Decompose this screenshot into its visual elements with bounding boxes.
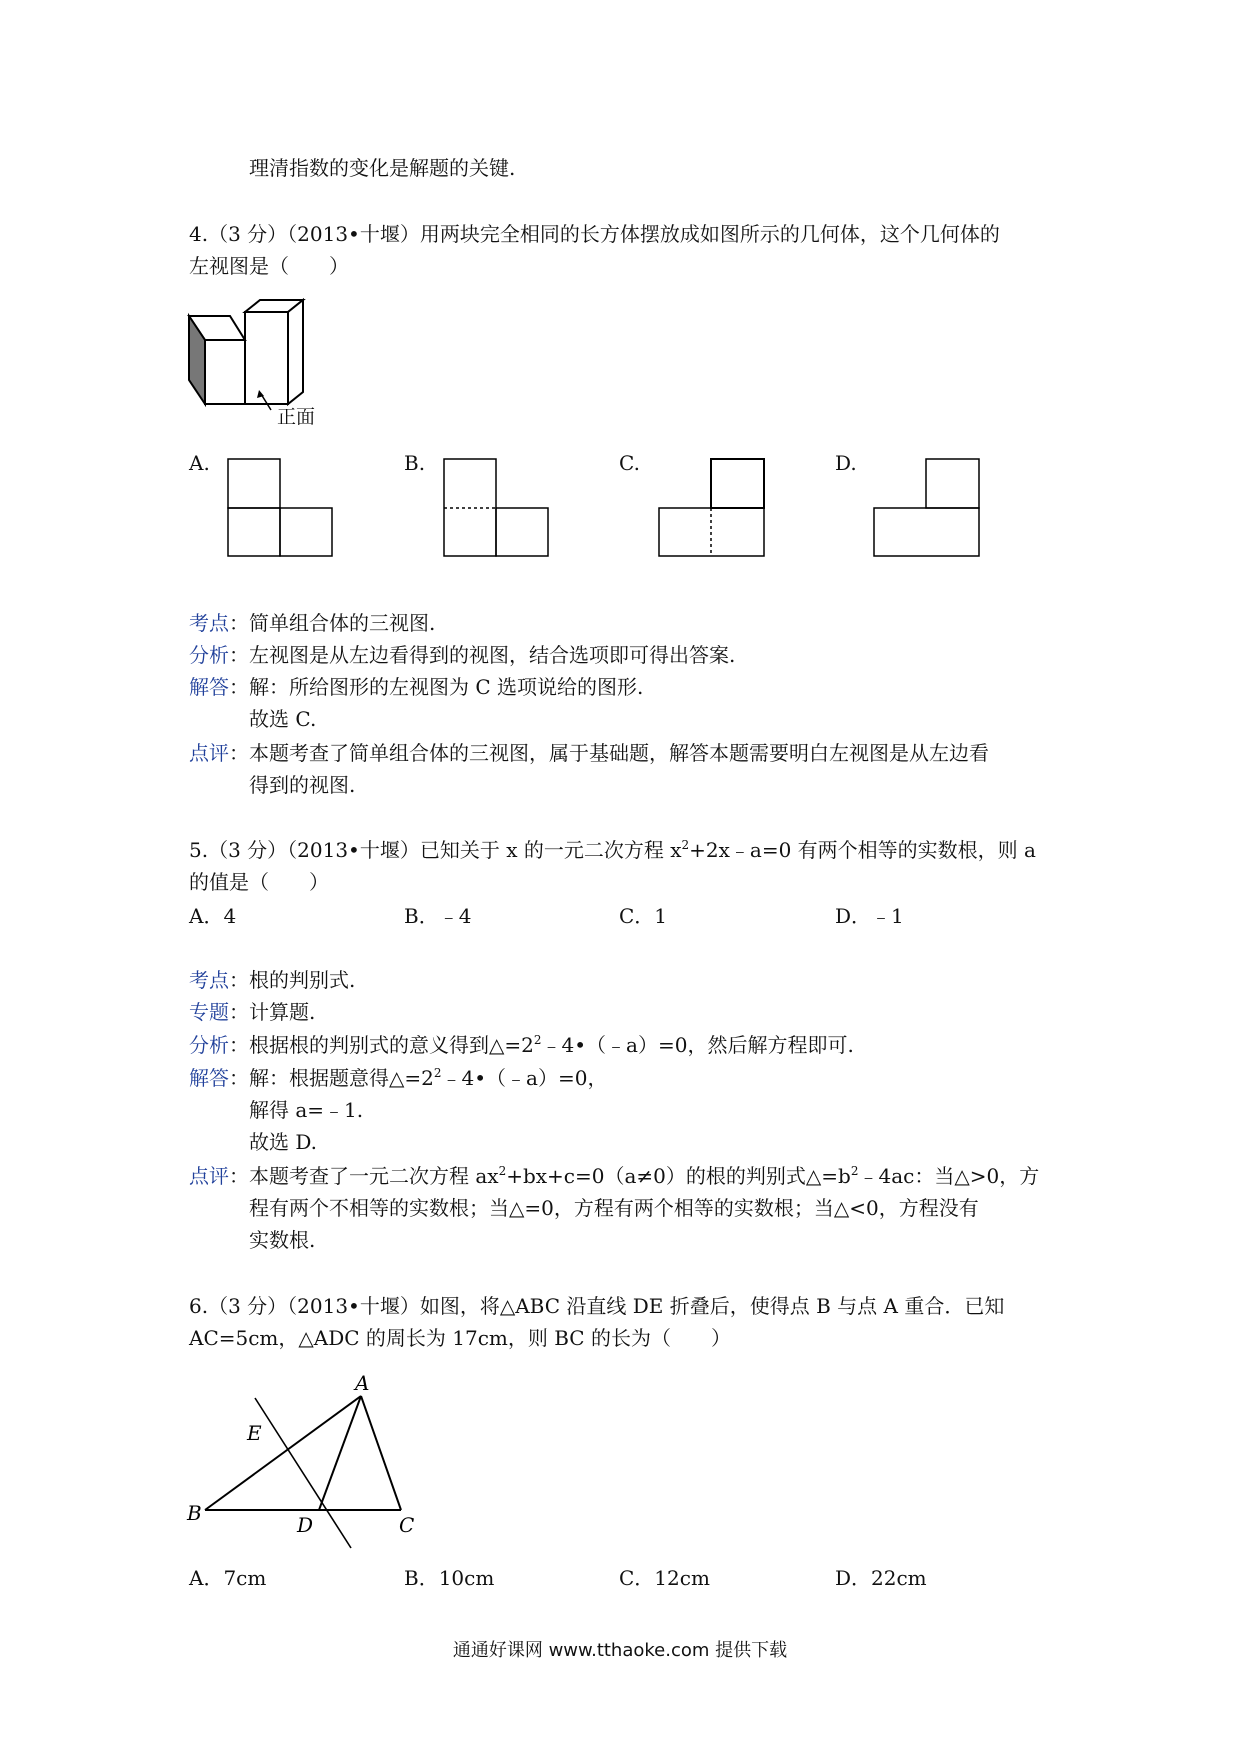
q4-dianping-line2: 得到的视图. [249,773,356,797]
q4-stem-line1: 4.（3 分）（2013•十堰）用两块完全相同的长方体摆放成如图所示的几何体，这个几何体的 [189,222,1000,246]
q6-triangle-figure [185,1370,425,1546]
q5-option-b: B．﹣4 [404,904,472,928]
point-e-label: E [247,1421,262,1445]
point-a-label: A [355,1371,370,1395]
q5-dianping-line2: 程有两个不相等的实数根；当△=0，方程有两个相等的实数根；当△<0，方程没有 [249,1196,979,1220]
q6-stem-line1: 6.（3 分）（2013•十堰）如图，将△ABC 沿直线 DE 折叠后，使得点 B 与点 A 重合．已知 [189,1294,1005,1318]
q6-option-c: C．12cm [619,1566,710,1590]
point-c-label: C [399,1513,415,1537]
q5-fenxi: 分析：根据根的判别式的意义得到$\triangle=2^2﹣4•(﹣a)=0$，然后解方程即可. [189,1033,854,1057]
q4-option-a-label: A. [189,451,210,475]
q5-jieda-line2: 解得 a=﹣1. [249,1098,364,1122]
prev-question-tail: 理清指数的变化是解题的关键. [249,156,516,180]
q4-option-b-figure [443,458,549,558]
q4-option-b-label: B. [404,451,426,475]
q4-option-c-label: C. [619,451,640,475]
q5-option-c: C．1 [619,904,668,928]
q4-kaodian: 考点：简单组合体的三视图. [189,611,436,635]
segment-ba [205,1396,361,1510]
point-d-label: D [297,1513,314,1537]
front-label: 正面 [277,406,316,428]
page-footer: 通通好课网 www.tthaoke.com 提供下载 [452,1640,788,1661]
q5-stem-line1: 5.（3 分）（2013•十堰）已知关于 x 的一元二次方程 $x^2+2x﹣a=0$ 有两个相等的实数根，则 a [189,838,1036,862]
q4-option-a-figure [227,458,333,558]
q5-stem-line2: 的值是（ ） [189,870,329,894]
q5-dianping: 点评：本题考查了一元二次方程 $ax^2+bx+c=0(a\ne 0)$的根的判别式$\triangle=b^2﹣4ac$：当△>0，方 [189,1164,1040,1188]
q4-option-c-figure [658,458,766,558]
q4-dianping: 点评：本题考查了简单组合体的三视图，属于基础题，解答本题需要明白左视图是从左边看 [189,741,989,765]
q5-kaodian: 考点：根的判别式. [189,968,356,992]
q4-option-d-figure [873,458,981,558]
q4-jieda: 解答：解：所给图形的左视图为 C 选项说给的图形. [189,675,644,699]
q5-zhuanti: 专题：计算题. [189,1000,316,1024]
q5-jieda: 解答：解：根据题意得$\triangle=2^2﹣4•(﹣a)=0$， [189,1066,608,1090]
q4-jieda-line2: 故选 C. [249,707,317,731]
point-b-label: B [187,1501,202,1525]
q5-jieda-line3: 故选 D. [249,1130,318,1154]
q6-stem-line2: AC=5cm，△ADC 的周长为 17cm，则 BC 的长为（ ） [189,1326,731,1350]
q5-option-d: D．﹣1 [835,904,904,928]
q6-option-d: D．22cm [835,1566,927,1590]
segment-ad [319,1396,361,1510]
q6-option-b: B．10cm [404,1566,495,1590]
segment-ac [361,1396,401,1510]
q4-fenxi: 分析：左视图是从左边看得到的视图，结合选项即可得出答案. [189,643,736,667]
q6-option-a: A．7cm [189,1566,267,1590]
q5-option-a: A．4 [189,904,237,928]
q4-stem-line2: 左视图是（ ） [189,254,349,278]
q5-dianping-line3: 实数根. [249,1228,316,1252]
q4-option-d-label: D. [835,451,857,475]
